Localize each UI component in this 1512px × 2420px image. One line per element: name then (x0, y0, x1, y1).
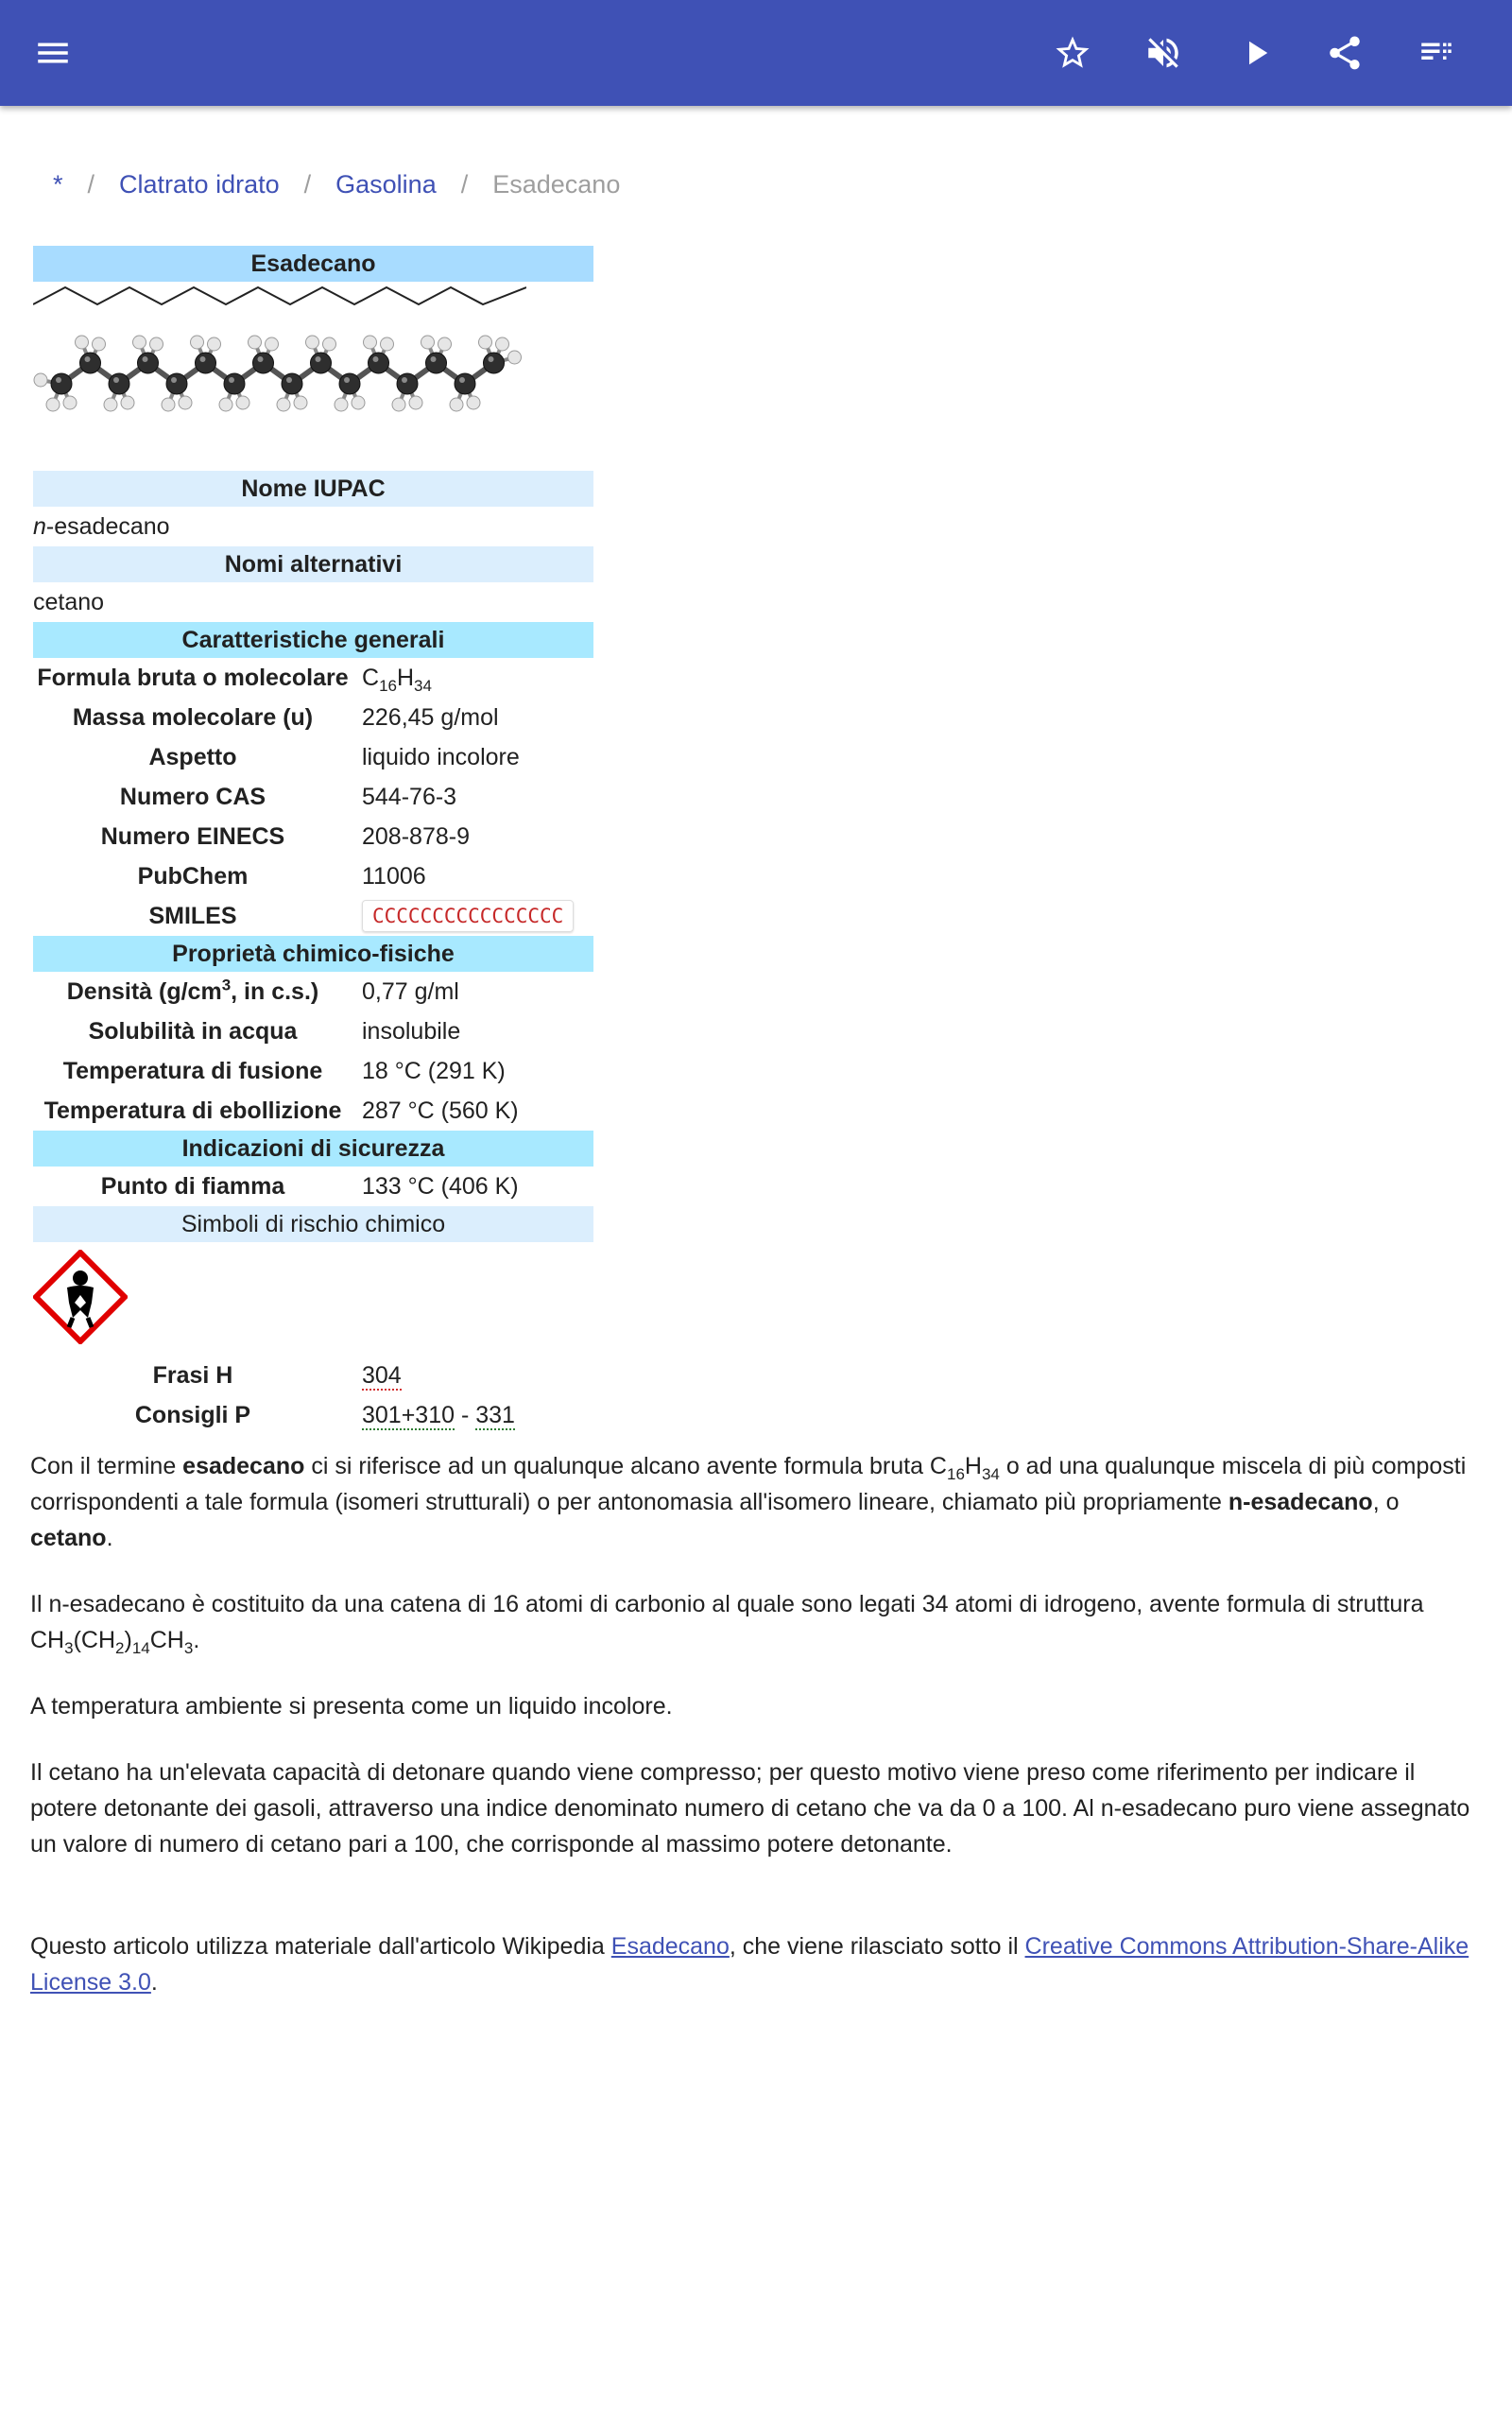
melting-point-value: 18 °C (291 K) (362, 1057, 506, 1084)
iupac-prefix: n (33, 513, 46, 540)
einecs-number-value: 208-878-9 (362, 822, 470, 850)
safety-header: Indicazioni di sicurezza (33, 1131, 593, 1167)
attribution-paragraph (30, 1928, 1482, 2000)
menu-button[interactable] (25, 25, 81, 81)
volume-off-icon (1143, 33, 1183, 73)
menu-icon (33, 33, 73, 73)
infobox-row (33, 1167, 593, 1206)
water-solubility-value: insolubile (362, 1017, 461, 1045)
melting-point-label: Temperatura di fusione (62, 1057, 323, 1084)
infobox (33, 246, 593, 1435)
text: o ad una qualunque miscela di più composti corrispondenti a tale formula (isomeri strutturali) o per antonomasia all'isomero lineare, chiamato più propriamente (30, 1453, 1467, 1515)
smiles-value-container (352, 900, 593, 932)
alternative-names-header: Nomi alternativi (33, 546, 593, 582)
p-advice-label: Consigli P (134, 1401, 251, 1428)
infobox-row (33, 737, 593, 777)
h-phrase-304[interactable]: 304 (362, 1361, 402, 1389)
text: . (106, 1525, 113, 1551)
breadcrumb-separator: / (87, 170, 95, 199)
density-label-suffix: , in c.s.) (231, 977, 319, 1005)
bold-term: esadecano (182, 1453, 305, 1479)
density-label (33, 978, 352, 1006)
molecule-images (33, 282, 593, 471)
hazard-symbols (33, 1242, 593, 1356)
infobox-row (33, 1395, 593, 1435)
infobox-row (33, 817, 593, 856)
breadcrumb-separator: / (303, 170, 312, 199)
paragraph-1 (30, 1448, 1482, 1556)
text: H (964, 1453, 982, 1479)
subscript: 34 (981, 1465, 1000, 1483)
alternative-name: cetano (33, 589, 105, 615)
hazard-symbols-header: Simboli di rischio chimico (33, 1206, 593, 1242)
text: Questo articolo utilizza materiale dall'articolo Wikipedia (30, 1933, 611, 1960)
infobox-row (33, 658, 593, 698)
paragraph-3: A temperatura ambiente si presenta come un liquido incolore. (30, 1693, 673, 1720)
text: CH (149, 1627, 184, 1653)
pubchem-label: PubChem (137, 862, 249, 890)
density-label-text: Densità (g/cm (66, 977, 222, 1005)
p-advice-separator: - (455, 1401, 476, 1428)
formula-h: H (396, 664, 415, 691)
einecs-number-label: Numero EINECS (100, 822, 285, 850)
infobox-row (33, 1091, 593, 1131)
water-solubility-label: Solubilità in acqua (88, 1017, 298, 1045)
h-phrases-value-container (352, 1362, 593, 1390)
cas-number-label: Numero CAS (119, 783, 266, 810)
subscript: 16 (946, 1465, 965, 1483)
paragraph-2 (30, 1586, 1482, 1658)
text: ci si riferisce ad un qualunque alcano avente formula bruta C (304, 1453, 947, 1479)
general-characteristics-header: Caratteristiche generali (33, 622, 593, 658)
iupac-name (33, 507, 593, 546)
health-hazard-pictogram-icon[interactable] (33, 1250, 128, 1344)
p-advice-331[interactable]: 331 (475, 1401, 515, 1428)
article-body (30, 1448, 1482, 2031)
infobox-row (33, 777, 593, 817)
infobox-row (33, 896, 593, 936)
subscript: 2 (115, 1639, 125, 1657)
subscript: 14 (131, 1639, 150, 1657)
mute-button[interactable] (1135, 25, 1192, 81)
breadcrumb-clatrato-idrato[interactable]: Clatrato idrato (119, 170, 280, 199)
p-advice-value-container (352, 1402, 593, 1429)
appearance-label: Aspetto (148, 743, 237, 770)
text: . (193, 1627, 200, 1653)
formula-c: C (362, 664, 380, 691)
p-advice-301-310[interactable]: 301+310 (362, 1401, 455, 1428)
flash-point-label: Punto di fiamma (100, 1172, 285, 1200)
smiles-code[interactable]: CCCCCCCCCCCCCCCC (362, 900, 574, 932)
playlist-button[interactable] (1408, 25, 1465, 81)
text: Con il termine (30, 1453, 183, 1479)
infobox-row (33, 1356, 593, 1395)
ball-and-stick-model-image (33, 329, 526, 442)
density-value: 0,77 g/ml (362, 977, 459, 1005)
text: , o (1372, 1489, 1400, 1515)
infobox-row (33, 856, 593, 896)
share-icon (1325, 33, 1365, 73)
text: Il n-esadecano è costituito da una catena di 16 atomi di carbonio al quale sono legati 34 atomi di idrogeno, avente formula di struttura CH (30, 1591, 1424, 1653)
boiling-point-value: 287 °C (560 K) (362, 1097, 519, 1124)
skeletal-formula-image (33, 284, 526, 312)
playlist-icon (1417, 33, 1456, 73)
smiles-label: SMILES (148, 902, 237, 929)
iupac-name-header: Nome IUPAC (33, 471, 593, 507)
text: . (150, 1969, 158, 1996)
license-link[interactable]: Creative Commons Attribution-Share-Alike License 3.0 (30, 1933, 1469, 1996)
formula-h-sub: 34 (414, 676, 432, 695)
density-label-sup: 3 (221, 976, 232, 994)
subscript: 3 (183, 1639, 194, 1657)
play-button[interactable] (1228, 25, 1284, 81)
molecular-mass-value: 226,45 g/mol (362, 703, 499, 731)
flash-point-value: 133 °C (406 K) (362, 1172, 519, 1200)
star-outline-icon (1053, 33, 1092, 73)
text: , che viene rilasciato sotto il (729, 1933, 1025, 1960)
breadcrumb-home[interactable]: * (53, 170, 63, 199)
infobox-row (33, 1011, 593, 1051)
molecular-mass-label: Massa molecolare (u) (72, 703, 314, 731)
breadcrumb-separator: / (460, 170, 469, 199)
iupac-name-text: -esadecano (45, 513, 170, 540)
bold-term: cetano (30, 1525, 107, 1551)
subscript: 3 (64, 1639, 74, 1657)
bookmark-button[interactable] (1044, 25, 1101, 81)
appearance-value: liquido incolore (362, 743, 520, 770)
breadcrumb (53, 170, 620, 199)
text: ) (124, 1627, 132, 1653)
infobox-row (33, 698, 593, 737)
text: (CH (73, 1627, 116, 1653)
breadcrumb-gasolina[interactable]: Gasolina (335, 170, 437, 199)
pubchem-value: 11006 (362, 862, 426, 890)
breadcrumb-current: Esadecano (492, 170, 621, 199)
wikipedia-article-link[interactable]: Esadecano (610, 1933, 730, 1960)
h-phrases-label: Frasi H (152, 1361, 233, 1389)
infobox-row (33, 972, 593, 1011)
app-bar (0, 0, 1512, 106)
share-button[interactable] (1316, 25, 1373, 81)
boiling-point-label: Temperatura di ebollizione (43, 1097, 342, 1124)
infobox-title: Esadecano (33, 246, 593, 282)
infobox-row (33, 1051, 593, 1091)
formula-value (352, 664, 593, 695)
formula-label: Formula bruta o molecolare (37, 664, 349, 691)
play-icon (1236, 33, 1276, 73)
paragraph-4: Il cetano ha un'elevata capacità di detonare quando viene compresso; per questo motivo viene preso come riferimento per indicare il potere detonante dei gasoli, attraverso una indice denominato numero di cetano che va da 0 a 100. Al n-esadecano puro viene assegnato un valore di numero di cetano pari a 100, che corrisponde al massimo potere detonante. (30, 1759, 1470, 1858)
physchem-properties-header: Proprietà chimico-fisiche (33, 936, 593, 972)
formula-c-sub: 16 (379, 676, 397, 695)
bold-term: n-esadecano (1228, 1489, 1373, 1515)
cas-number-value: 544-76-3 (362, 783, 457, 810)
